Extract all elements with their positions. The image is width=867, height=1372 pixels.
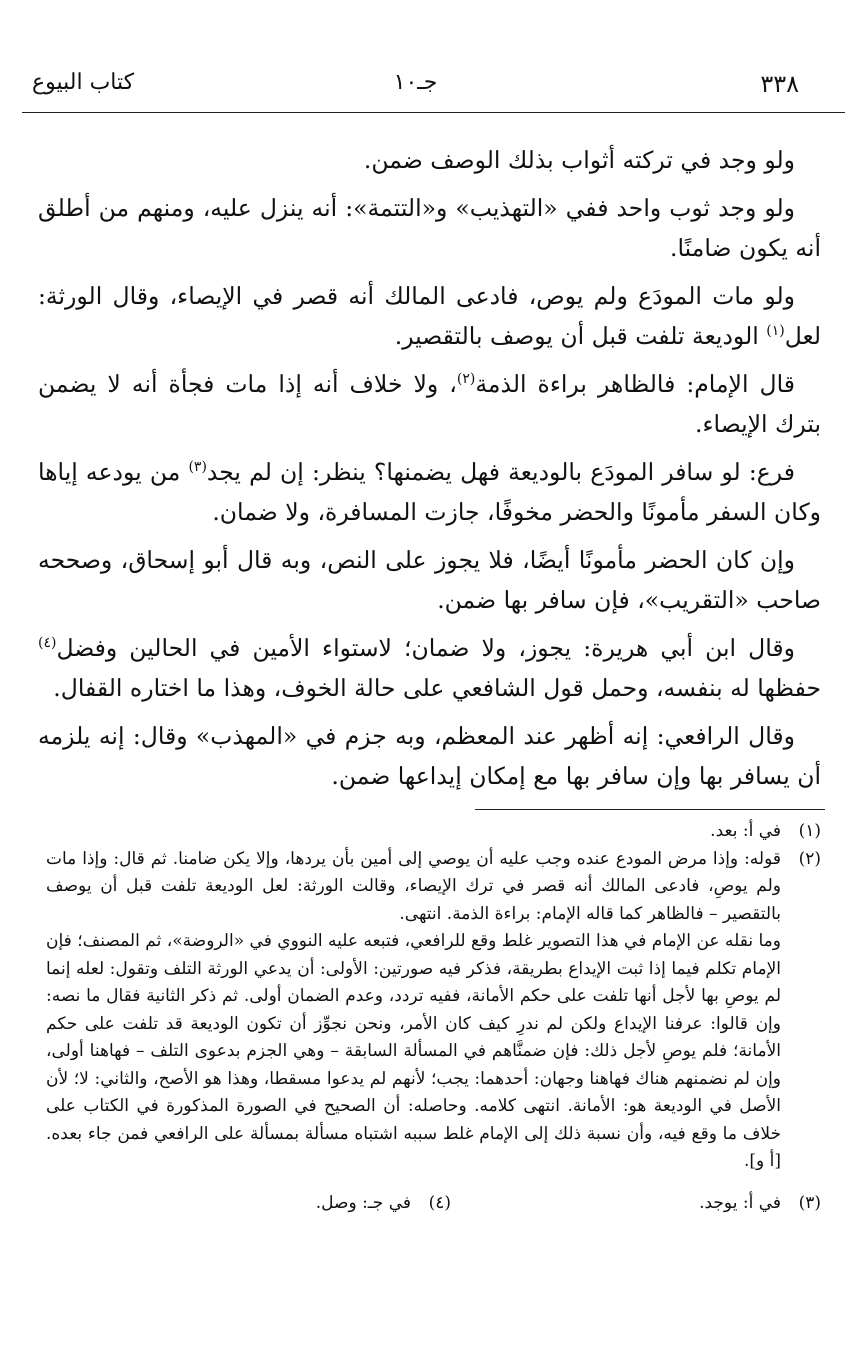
paragraph-text: فرع: لو سافر المودَع بالوديعة فهل يضمنها؟ ينظر: إن لم يجد	[206, 458, 796, 486]
paragraph-6: وإن كان الحضر مأمونًا أيضًا، فلا يجوز على النص، وبه قال أبو إسحاق، وصححه صاحب «التقريب»، فإن سافر بها ضمن.	[38, 546, 821, 614]
paragraph-text: وقال ابن أبي هريرة: يجوز، ولا ضمان؛ لاستواء الأمين في الحالين وفضل	[56, 634, 795, 662]
footnote-3	[451, 1190, 821, 1218]
paragraph-3	[38, 276, 821, 356]
footnote-marker: (٢)	[456, 371, 476, 388]
paragraph-1: ولو وجد في تركته أثواب بذلك الوصف ضمن.	[363, 146, 795, 174]
paragraph-text: حفظها له بنفسه، وحمل قول الشافعي على حالة الخوف، وهذا ما اختاره القفال.	[53, 674, 821, 702]
footnote-divider	[475, 809, 825, 810]
footnote-text: وما نقله عن الإمام في هذا التصوير غلط وقع للرافعي، فتبعه عليه النووي في «الروضة»، ثم المصنف؛ فإن الإمام تكلم فيما إذا ثبت الإيداع بطريقة، فذكر فيه صورتين: الأولى: أن يدعي الورثة التلف وتقول: لعله إنما لم يوصِ بها لأجل أنها تلفت على حكم الأمانة، ففيه تردد، وعدم الضمان أولى. ثم ذكر الثانية فقال ما نصه: وإن قالوا: عرفنا الإيداع ولكن لم ندرِ كيف كان الأمر، ونحن نجوِّز أن تكون الوديعة قد تلفت على حكم الأمانة؛ فلم يوصِ لأجل ذلك: فإن ضمنَّاهم في المسألة السابقة – وهي الجزم بدعوى التلف – فهاهنا أولى، وإن لم نضمنهم هناك فهاهنا وجهان: أحدهما: يجب؛ لأنهم لم يدعوا مسقطا، وهذا هو الأصح، والثاني: لا؛ لأن الأصل في الوديعة هو: الأمانة. انتهى كلامه. وحاصله: أن الصحيح في الصورة المذكورة في الكتاب على خلاف ما وقع فيه، وأن نسبة ذلك إلى الإمام غلط سببه اشتباه مسألة بمسألة على الرافعي فمن جاء بعده. [أ و].	[46, 931, 781, 1171]
footnote-1	[46, 818, 821, 846]
footnote-number: (٣)	[798, 1192, 821, 1213]
footnote-4	[81, 1190, 451, 1218]
footnote-number: (١)	[798, 821, 821, 841]
paragraph-text: الوديعة تلفت قبل أن يوصف بالتقصير.	[394, 322, 767, 350]
paragraph-text: قال الإمام: فالظاهر براءة الذمة	[475, 370, 795, 398]
footnote-marker: (١)	[766, 323, 785, 340]
footnote-text: في أ: بعد.	[710, 821, 781, 841]
header-divider	[22, 112, 845, 113]
paragraph-5	[38, 452, 821, 532]
paragraph-4	[38, 364, 821, 444]
paragraph-text: ولو مات المودَع ولم يوص، فادعى المالك أنه قصر في الإيصاء، وقال الورثة: لعل	[38, 282, 821, 350]
paragraph-text: من يودعه إياها وكان السفر مأمونًا والحضر مخوفًا، جازت المسافرة، ولا ضمان.	[38, 458, 821, 526]
paragraph-7	[38, 628, 821, 708]
book-title: كتاب البيوع	[32, 70, 135, 95]
footnotes	[46, 818, 821, 1217]
footnote-marker: (٣)	[188, 459, 207, 476]
footnote-text: قوله: وإذا مرض المودع عنده وجب عليه أن يوصي إلى أمين بأن يردها، وإلا يكن ضامنا. ثم قال: وإذا مات ولم يوصِ، فادعى المالك أنه قصر في ترك الإيصاء، وقالت الورثة: لعل الوديعة تلفت قبل أن يوصف بالتقصير – فالظاهر كما قاله الإمام: براءة الذمة. انتهى.	[46, 848, 781, 924]
main-text	[38, 140, 821, 804]
volume-label: جـ١٠	[393, 70, 438, 95]
footnote-number: (٤)	[428, 1192, 451, 1213]
footnote-text: في أ: يوجد.	[699, 1192, 781, 1213]
paragraph-8: وقال الرافعي: إنه أظهر عند المعظم، وبه جزم في «المهذب» وقال: إنه يلزمه أن يسافر بها وإن سافر بها مع إمكان إيداعها ضمن.	[38, 722, 821, 790]
page-number: ٣٣٨	[760, 70, 799, 98]
running-header	[32, 70, 799, 110]
footnote-2	[46, 846, 821, 1176]
footnote-marker: (٤)	[38, 635, 57, 652]
footnote-row	[46, 1190, 821, 1218]
footnote-text: في جـ: وصل.	[315, 1192, 411, 1213]
paragraph-text: ، ولا خلاف أنه إذا مات فجأة أنه لا يضمن بترك الإيصاء.	[38, 370, 821, 438]
footnote-number: (٢)	[798, 848, 821, 869]
paragraph-2: ولو وجد ثوب واحد ففي «التهذيب» و«التتمة»: أنه ينزل عليه، ومنهم من أطلق أنه يكون ضامنًا.	[38, 194, 821, 262]
